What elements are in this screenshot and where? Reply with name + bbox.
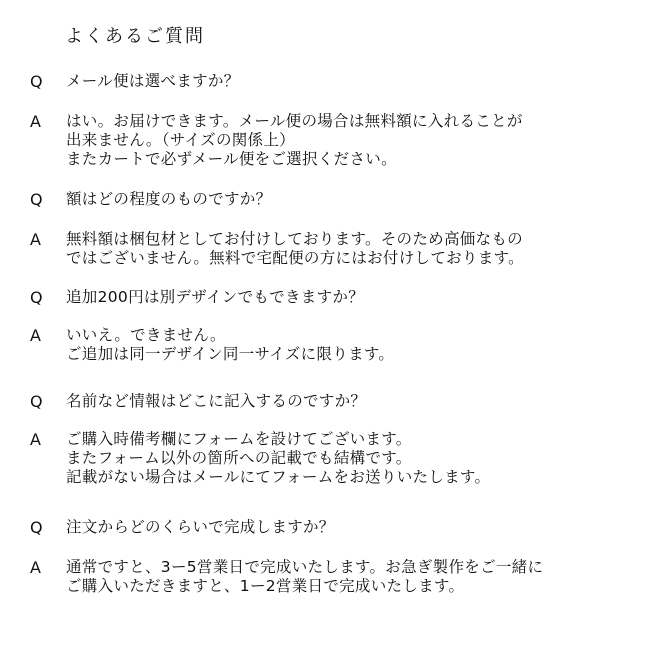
text-line: 額はどの程度のものですか？ xyxy=(66,190,272,208)
text-line: ご購入いただきますと、1ー2営業日で完成いたします。 xyxy=(66,577,465,595)
question-marker: Q xyxy=(30,288,43,307)
answer-text xyxy=(66,430,490,487)
answer-text xyxy=(66,326,394,364)
text-line: ではございません。無料で宅配便の方にはお付けしております。 xyxy=(66,249,524,267)
question-text xyxy=(66,72,240,91)
answer-marker: A xyxy=(30,558,41,577)
question-marker: Q xyxy=(30,392,43,411)
text-line: いいえ。できません。 xyxy=(66,326,226,344)
text-line: メール便は選べますか？ xyxy=(66,72,240,90)
question-text xyxy=(66,190,271,209)
text-line: 記載がない場合はメールにてフォームをお送りいたします。 xyxy=(66,468,491,486)
question-marker: Q xyxy=(30,190,43,209)
page-title: よくあるご質問 xyxy=(65,26,205,47)
text-line: 名前など情報はどこに記入するのですか？ xyxy=(66,392,367,410)
question-text xyxy=(66,392,366,411)
question-marker: Q xyxy=(30,72,43,91)
answer-marker: A xyxy=(30,430,41,449)
text-line: 注文からどのくらいで完成しますか？ xyxy=(66,518,335,536)
text-line: またフォーム以外の箇所への記載でも結構です。 xyxy=(66,449,412,467)
text-line: またカートで必ずメール便をご選択ください。 xyxy=(66,150,397,168)
question-text xyxy=(66,518,335,537)
answer-text xyxy=(66,558,543,596)
answer-text xyxy=(66,230,524,268)
answer-text xyxy=(66,112,523,169)
question-text xyxy=(66,288,364,307)
text-line: ご購入時備考欄にフォームを設けてございます。 xyxy=(66,430,412,448)
question-marker: Q xyxy=(30,518,43,537)
answer-marker: A xyxy=(30,326,41,345)
text-line: 無料額は梱包材としてお付けしております。そのため高価なもの xyxy=(66,230,523,248)
text-line: 通常ですと、3ー5営業日で完成いたします。お急ぎ製作をご一緒に xyxy=(66,558,544,576)
text-line: 追加200円は別デザインでもできますか？ xyxy=(66,288,365,306)
text-line: ご追加は同一デザイン同一サイズに限ります。 xyxy=(66,345,395,363)
answer-marker: A xyxy=(30,230,41,249)
text-line: 出来ません。（サイズの関係上） xyxy=(66,131,295,149)
answer-marker: A xyxy=(30,112,41,131)
text-line: はい。お届けできます。メール便の場合は無料額に入れることが xyxy=(66,112,523,130)
